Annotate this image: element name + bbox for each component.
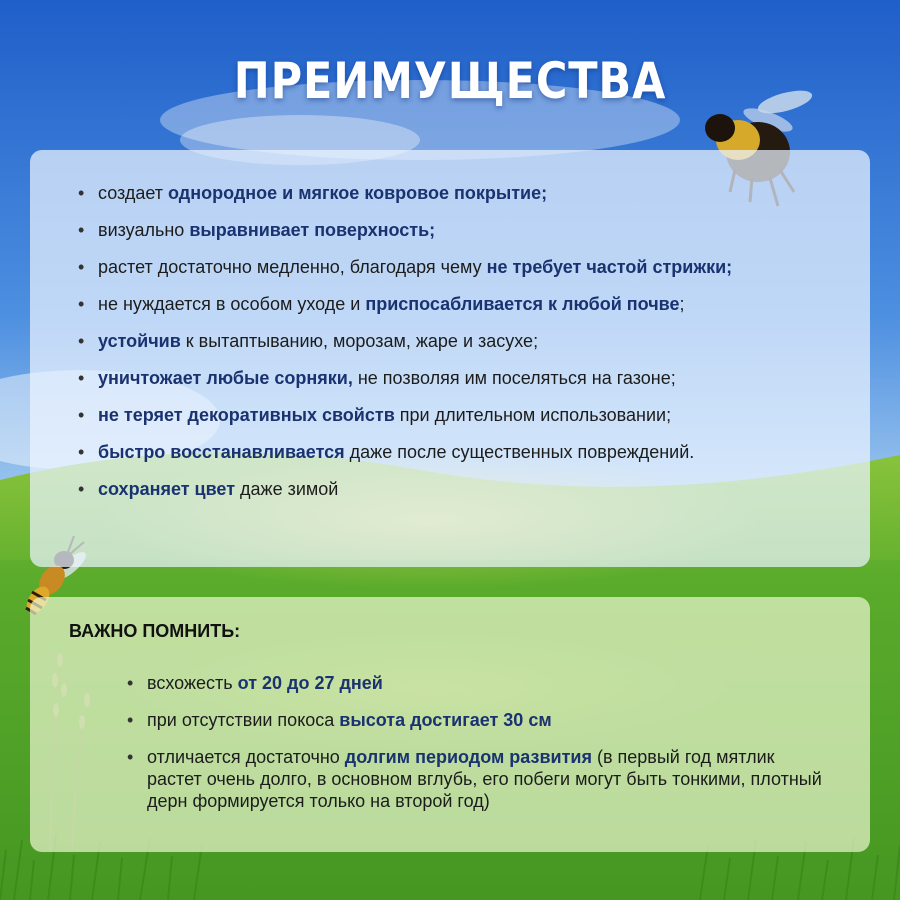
body-text: растет достаточно медленно, благодаря чему: [98, 257, 487, 277]
body-text: даже после существенных повреждений.: [344, 442, 695, 462]
body-text: отличается достаточно: [147, 747, 345, 767]
advantages-list: [78, 182, 830, 500]
important-panel: [30, 597, 870, 852]
advantage-item: [78, 182, 830, 204]
page-title: ПРЕИМУЩЕСТВА: [233, 52, 667, 110]
body-text: ;: [679, 294, 685, 314]
advantage-item: [78, 478, 830, 500]
important-item: [127, 672, 830, 694]
advantage-item: [78, 441, 830, 463]
advantages-panel: [30, 150, 870, 567]
body-text: создает: [98, 183, 169, 203]
highlight-text: уничтожает любые сорняки,: [98, 368, 353, 388]
advantage-item: [78, 367, 830, 389]
highlight-text: не теряет декоративных свойств: [98, 405, 395, 425]
highlight-text: от 20 до 27 дней: [237, 673, 383, 693]
body-text: не нуждается в особом уходе и: [98, 294, 366, 314]
highlight-text: долгим периодом развития: [344, 747, 592, 767]
advantage-item: [78, 330, 830, 352]
advantage-item: [78, 256, 830, 278]
advantage-item: [78, 404, 830, 426]
body-text: (в первый год мятлик растет очень долго, в основном вглубь, его побеги могут быть тонкими, плотный дерн формируется только на второй год): [147, 747, 822, 811]
important-item: [127, 709, 830, 731]
advantage-item: [78, 219, 830, 241]
body-text: при длительном использовании;: [394, 405, 672, 425]
highlight-text: высота достигает 30 см: [339, 710, 552, 730]
body-text: всхожесть: [147, 673, 238, 693]
highlight-text: приспосабливается к любой почве: [365, 294, 680, 314]
body-text: к вытаптыванию, морозам, жаре и засухе;: [180, 331, 539, 351]
important-list: [127, 672, 830, 812]
advantage-item: [78, 293, 830, 315]
highlight-text: не требует частой стрижки;: [486, 257, 733, 277]
body-text: при отсутствии покоса: [147, 710, 340, 730]
highlight-text: сохраняет цвет: [98, 479, 236, 499]
highlight-text: устойчив: [98, 331, 181, 351]
highlight-text: однородное и мягкое ковровое покрытие;: [168, 183, 548, 203]
body-text: визуально: [98, 220, 190, 240]
body-text: не позволяя им поселяться на газоне;: [352, 368, 676, 388]
important-item: [127, 746, 830, 812]
highlight-text: быстро восстанавливается: [98, 442, 345, 462]
body-text: даже зимой: [235, 479, 339, 499]
important-heading: ВАЖНО ПОМНИТЬ:: [69, 621, 241, 641]
highlight-text: выравнивает поверхность;: [189, 220, 436, 240]
